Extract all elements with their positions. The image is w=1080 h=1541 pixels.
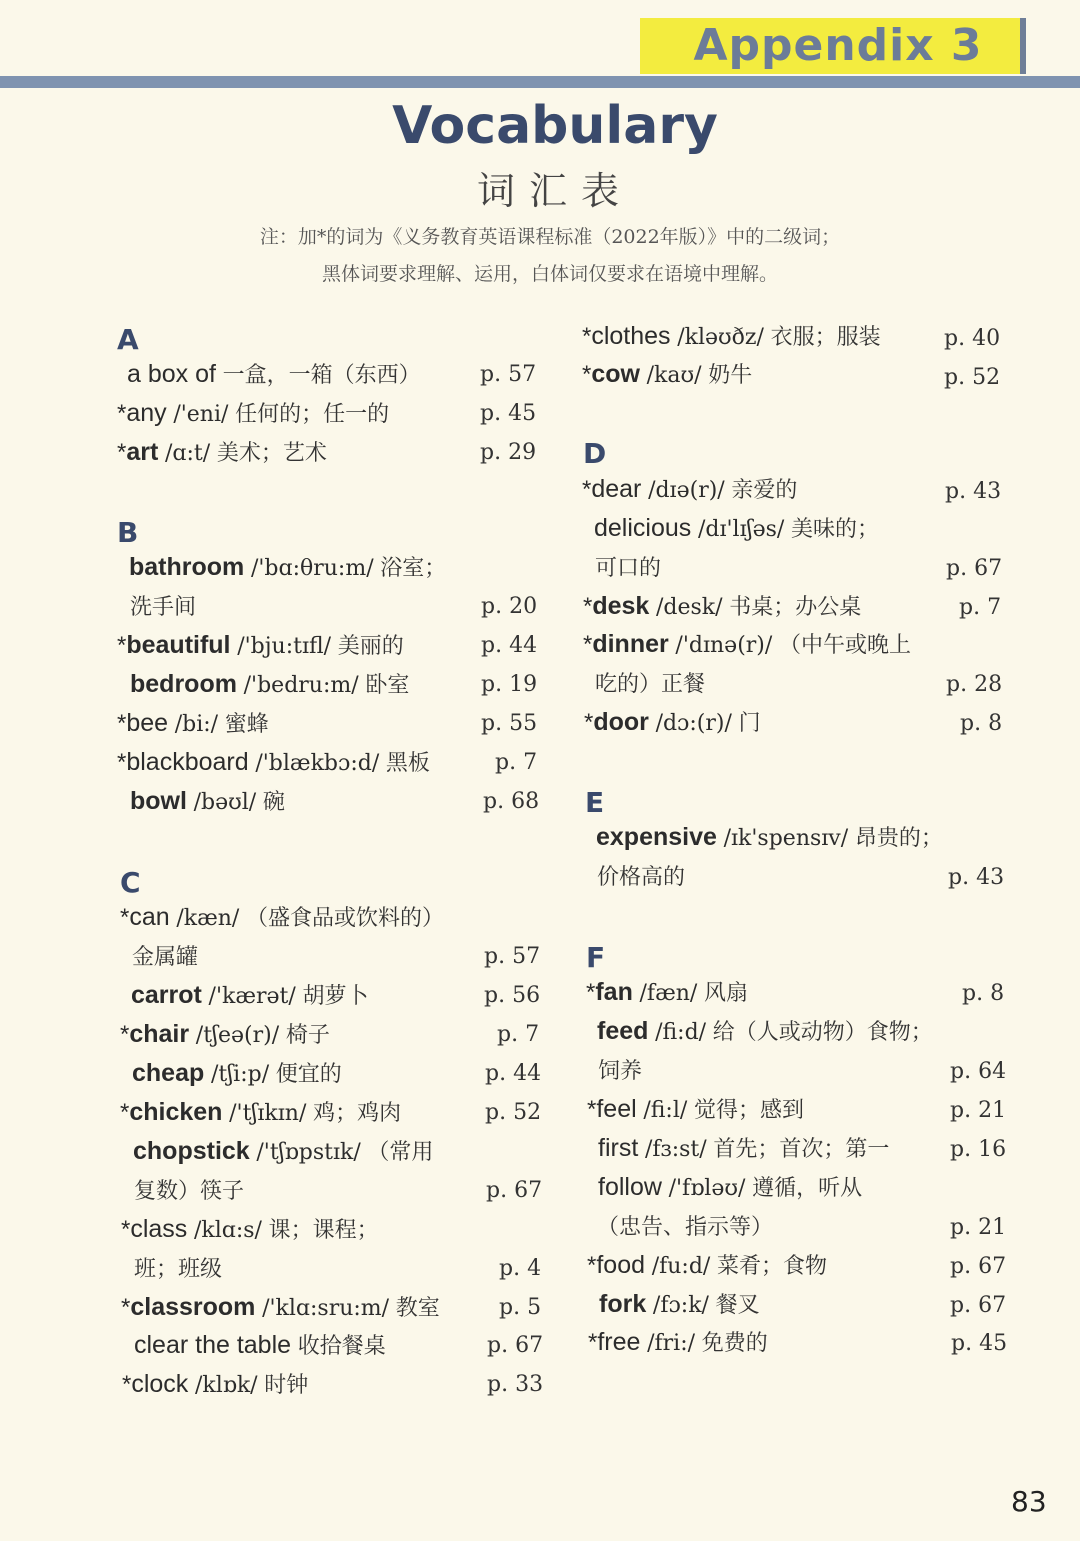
page-ref: p. 67: [487, 1333, 544, 1358]
entry-expensive-cont: 价格高的: [597, 865, 686, 890]
entry-follow-cont: （忠告、指示等）: [597, 1215, 774, 1240]
entry-bedroom: bedroom /'bedru:m/ 卧室: [130, 670, 410, 698]
page-ref: p. 28: [946, 672, 1003, 697]
page-ref: p. 68: [483, 789, 540, 814]
entry-classroom: *classroom /'klɑ:sru:m/ 教室: [121, 1293, 440, 1321]
entry-clock: *clock /klɒk/ 时钟: [122, 1370, 309, 1398]
entry-delicious: delicious /dɪ'lɪʃəs/ 美味的；: [594, 514, 879, 542]
entry-bee: *bee /bi:/ 蜜蜂: [117, 709, 269, 737]
entry-carrot: carrot /'kærət/ 胡萝卜: [131, 981, 369, 1009]
entry-chicken: *chicken /'tʃɪkɪn/ 鸡；鸡肉: [120, 1098, 402, 1126]
page-subtitle: 词汇表: [476, 169, 633, 213]
page-ref: p. 20: [481, 594, 538, 619]
section-letter-c: C: [120, 866, 141, 899]
entry-desk: *desk /desk/ 书桌；办公桌: [583, 592, 862, 620]
page-ref: p. 67: [950, 1293, 1007, 1318]
section-letter-d: D: [583, 437, 607, 470]
entry-dinner: *dinner /'dɪnə(r)/ （中午或晚上: [583, 630, 911, 658]
page-ref: p. 4: [499, 1256, 542, 1281]
entry-fan: *fan /fæn/ 风扇: [586, 978, 749, 1006]
page-ref: p. 44: [481, 633, 538, 658]
page-ref: p. 8: [960, 711, 1003, 736]
page-ref: p. 64: [950, 1059, 1007, 1084]
entry-blackboard: *blackboard /'blækbɔ:d/ 黑板: [117, 748, 430, 776]
entry-beautiful: *beautiful /'bju:tɪfl/ 美丽的: [117, 631, 404, 659]
entry-free: *free /fri:/ 免费的: [588, 1328, 768, 1356]
page-ref: p. 29: [480, 440, 537, 465]
entry-first: first /fɜ:st/ 首先；首次；第一: [598, 1134, 890, 1162]
page-ref: p. 52: [485, 1100, 542, 1125]
entry-dinner-cont: 吃的）正餐: [595, 672, 706, 697]
page-ref: p. 7: [959, 595, 1002, 620]
entry-fork: fork /fɔ:k/ 餐叉: [599, 1290, 760, 1318]
entry-follow: follow /'fɒləʊ/ 遵循，听从: [598, 1173, 863, 1201]
entry-a-box-of: a box of 一盒，一箱（东西）: [127, 360, 421, 388]
header-rule: [0, 76, 1080, 88]
appendix-badge: [640, 18, 1026, 74]
entry-clear-the-table: clear the table 收拾餐桌: [134, 1331, 386, 1359]
page-ref: p. 8: [962, 981, 1005, 1006]
page-ref: p. 67: [486, 1178, 543, 1203]
page-ref: p. 56: [484, 983, 541, 1008]
entry-bathroom: bathroom /'bɑ:θru:m/ 浴室；: [129, 553, 447, 581]
section-letter-b: B: [117, 516, 139, 549]
entry-any: *any /'eni/ 任何的；任一的: [117, 399, 390, 427]
entry-chopstick-cont: 复数）筷子: [134, 1179, 245, 1204]
entry-feed: feed /fi:d/ 给（人或动物）食物；: [597, 1017, 933, 1045]
entry-delicious-cont: 可口的: [595, 556, 662, 581]
page-ref: p. 43: [948, 865, 1005, 890]
page-ref: p. 7: [495, 750, 538, 775]
entry-can: *can /kæn/ （盛食品或饮料的）: [120, 903, 445, 931]
page-ref: p. 33: [487, 1372, 544, 1397]
page-ref: p. 45: [480, 401, 537, 426]
page-title: Vocabulary: [392, 96, 718, 156]
page-ref: p. 55: [481, 711, 538, 736]
entry-bathroom-cont: 洗手间: [130, 595, 197, 620]
entry-clothes: *clothes /kləʊðz/ 衣服；服装: [582, 322, 881, 350]
entry-art: *art /ɑ:t/ 美术；艺术: [117, 438, 327, 466]
entry-cheap: cheap /tʃi:p/ 便宜的: [132, 1059, 342, 1087]
page-ref: p. 5: [499, 1295, 542, 1320]
entry-dear: *dear /dɪə(r)/ 亲爱的: [582, 475, 798, 503]
entry-door: *door /dɔ:(r)/ 门: [584, 708, 761, 736]
section-letter-f: F: [586, 941, 606, 974]
page-ref: p. 16: [950, 1137, 1007, 1162]
page-ref: p. 57: [480, 362, 537, 387]
page-ref: p. 57: [484, 944, 541, 969]
entry-class: *class /klɑ:s/ 课；课程；: [121, 1215, 379, 1243]
entry-feed-cont: 饲养: [598, 1059, 643, 1084]
page-ref: p. 40: [944, 326, 1001, 351]
entry-chopstick: chopstick /'tʃɒpstɪk/ （常用: [133, 1137, 434, 1165]
page-ref: p. 43: [945, 479, 1002, 504]
note-line-1: 注：加*的词为《义务教育英语课程标准（2022年版）》中的二级词；: [259, 226, 841, 248]
page-ref: p. 45: [951, 1331, 1008, 1356]
page-ref: p. 52: [944, 365, 1001, 390]
entry-expensive: expensive /ɪk'spensɪv/ 昂贵的；: [596, 823, 943, 851]
page-number: 83: [1011, 1485, 1047, 1518]
note-line-2: 黑体词要求理解、运用，白体词仅要求在语境中理解。: [321, 263, 778, 285]
entry-bowl: bowl /bəʊl/ 碗: [130, 787, 285, 815]
page-ref: p. 67: [946, 556, 1003, 581]
appendix-label: Appendix 3: [693, 20, 983, 71]
entry-can-cont: 金属罐: [132, 945, 199, 970]
page-ref: p. 44: [485, 1061, 542, 1086]
page-ref: p. 19: [481, 672, 538, 697]
entry-chair: *chair /tʃeə(r)/ 椅子: [120, 1020, 330, 1048]
entry-food: *food /fu:d/ 菜肴；食物: [587, 1251, 828, 1279]
entry-cow: *cow /kaʊ/ 奶牛: [582, 360, 753, 388]
entry-class-cont: 班；班级: [134, 1257, 223, 1282]
page-ref: p. 21: [950, 1098, 1007, 1123]
page-ref: p. 7: [497, 1022, 540, 1047]
entry-feel: *feel /fi:l/ 觉得；感到: [587, 1095, 804, 1123]
section-letter-e: E: [585, 786, 605, 819]
section-letter-a: A: [117, 323, 139, 356]
page-ref: p. 21: [950, 1215, 1007, 1240]
page-ref: p. 67: [950, 1254, 1007, 1279]
